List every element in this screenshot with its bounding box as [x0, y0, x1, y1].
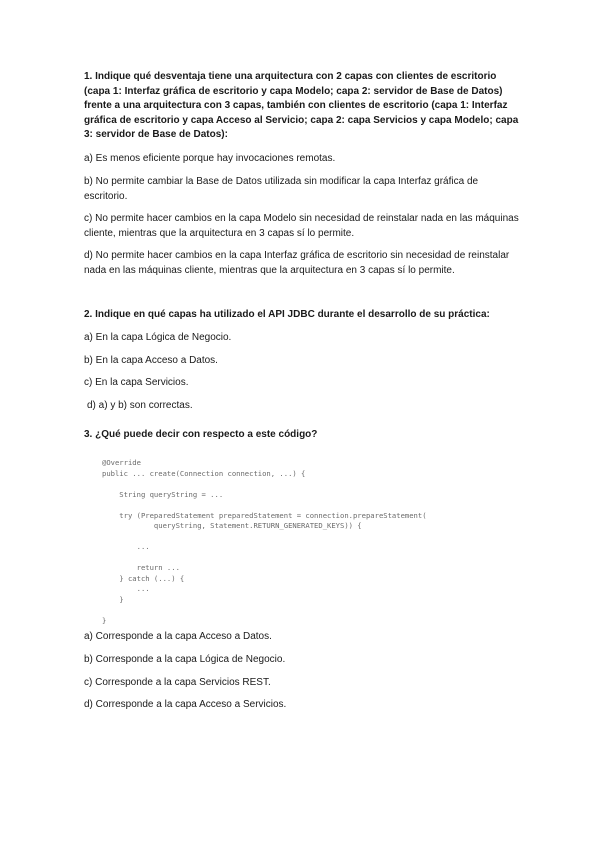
question-3-option-c [84, 676, 520, 691]
question-3 [84, 428, 520, 443]
option-text: d) No permite hacer cambios en la capa Interfaz gráfica de escritorio sin necesidad de reinstalar nada en las máquinas cliente, mientras que la arquitectura en 3 capas sí lo permite. [84, 250, 510, 276]
option-text: a) Es menos eficiente porque hay invocaciones remotas. [84, 153, 336, 164]
question-2-option-b [84, 354, 520, 369]
option-text: c) Corresponde a la capa Servicios REST. [84, 677, 271, 688]
question-3-title: 3. ¿Qué puede decir con respecto a este código? [84, 429, 318, 440]
option-text: b) En la capa Acceso a Datos. [84, 355, 218, 366]
option-text: d) a) y b) son correctas. [87, 400, 193, 411]
option-text: b) Corresponde a la capa Lógica de Negocio. [84, 654, 286, 665]
question-1 [84, 70, 520, 143]
question-1-option-c [84, 212, 520, 241]
question-2 [84, 308, 520, 323]
question-3-option-a [84, 630, 520, 645]
option-text: a) En la capa Lógica de Negocio. [84, 332, 232, 343]
question-1-option-b [84, 175, 520, 204]
option-text: b) No permite cambiar la Base de Datos utilizada sin modificar la capa Interfaz gráfica de escritorio. [84, 176, 479, 202]
question-2-option-d [87, 399, 523, 414]
question-3-option-b [84, 653, 520, 668]
option-text: a) Corresponde a la capa Acceso a Datos. [84, 631, 272, 642]
question-2-title: 2. Indique en qué capas ha utilizado el API JDBC durante el desarrollo de su práctica: [84, 309, 490, 320]
option-text: c) En la capa Servicios. [84, 377, 189, 388]
option-text: c) No permite hacer cambios en la capa Modelo sin necesidad de reinstalar nada en las máquinas cliente, mientras que la arquitectura en 3 capas sí lo permite. [84, 213, 519, 239]
question-2-option-c [84, 376, 520, 391]
code-snippet: @Override public ... create(Connection connection, ...) { String queryString = ... try (PreparedStatement preparedStatement = connection.prepareStatement( queryString, Statement.RETURN_GENERATED_KEYS)) { ... return ... } catch (...) { ... } } [102, 458, 427, 625]
question-3-option-d [84, 698, 520, 713]
question-1-option-d [84, 249, 520, 278]
question-1-title: 1. Indique qué desventaja tiene una arquitectura con 2 capas con clientes de escritorio (capa 1: Interfaz gráfica de escritorio y capa Modelo; capa 2: servidor de Base de Datos) frente a una arquitectura con 3 capas, también con clientes de escritorio (capa 1: Interfaz gráfica de escritorio y capa Acceso al Servicio; capa 2: capa Servicios y capa Modelo; capa 3: servidor de Base de Datos): [84, 71, 519, 141]
question-1-option-a [84, 152, 520, 167]
option-text: d) Corresponde a la capa Acceso a Servicios. [84, 699, 287, 710]
question-2-option-a [84, 331, 520, 346]
